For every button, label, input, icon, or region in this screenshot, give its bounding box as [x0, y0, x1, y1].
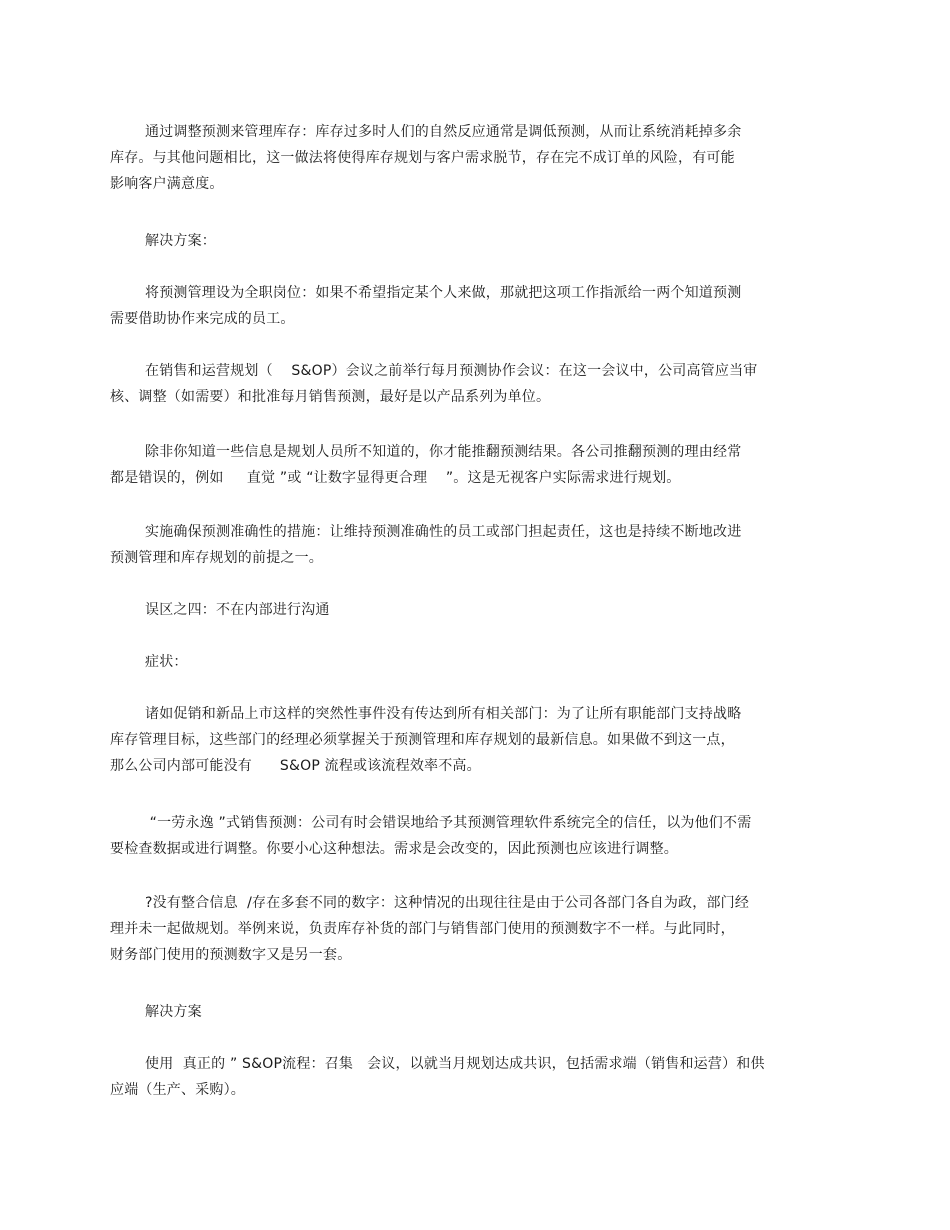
text-line: 在销售和运营规划（ S&OP）会议之前举行每月预测协作会议：在这一会议中，公司高管应当审: [145, 363, 758, 379]
text-line: 库存管理目标，这些部门的经理必须掌握关于预测管理和库存规划的最新信息。如果做不到这一点，: [110, 732, 735, 748]
text-line: 解决方案: [145, 1004, 202, 1020]
text-line: 那么公司内部可能没有 S&OP 流程或该流程效率不高。: [110, 758, 481, 774]
text-line: 财务部门使用的预测数字又是另一套。: [110, 947, 352, 963]
text-line: 核、调整（如需要）和批准每月销售预测，最好是以产品系列为单位。: [110, 389, 551, 405]
text-line: 使用 真正的 ” S&OP流程：召集 会议，以就当月规划达成共识，包括需求端（销售和运营）和供: [145, 1056, 765, 1072]
text-line: “一劳永逸 ”式销售预测：公司有时会错误地给予其预测管理软件系统完全的信任，以为他们不需: [145, 815, 752, 831]
text-line: 都是错误的，例如 直觉 ”或 “让数字显得更合理 ”。这是无视客户实际需求进行规划。: [110, 470, 681, 486]
text-line: 诸如促销和新品上市这样的突然性事件没有传达到所有相关部门：为了让所有职能部门支持战略: [145, 706, 742, 722]
text-line: 通过调整预测来管理库存：库存过多时人们的自然反应通常是调低预测，从而让系统消耗掉多余: [145, 124, 742, 140]
text-line: 实施确保预测准确性的措施：让维持预测准确性的员工或部门担起责任，这也是持续不断地改进: [145, 524, 742, 540]
text-line: 症状：: [145, 654, 188, 670]
text-line: 除非你知道一些信息是规划人员所不知道的，你才能推翻预测结果。各公司推翻预测的理由经常: [145, 444, 742, 460]
text-line: 库存。与其他问题相比，这一做法将使得库存规划与客户需求脱节，存在完不成订单的风险，有可能: [110, 150, 735, 166]
text-line: 要检查数据或进行调整。你要小心这种想法。需求是会改变的，因此预测也应该进行调整。: [110, 841, 678, 857]
text-line: 应端（生产、采购）。: [110, 1082, 245, 1098]
text-line: 需要借助协作来完成的员工。: [110, 311, 295, 327]
text-line: 将预测管理设为全职岗位：如果不希望指定某个人来做，那就把这项工作指派给一两个知道预测: [145, 285, 742, 301]
text-line: 预测管理和库存规划的前提之一。: [110, 550, 323, 566]
text-line: 解决方案：: [145, 233, 216, 249]
text-line: 误区之四：不在内部进行沟通: [145, 602, 330, 618]
text-line: ?没有整合信息 /存在多套不同的数字：这种情况的出现往往是由于公司各部门各自为政，部门经: [145, 895, 750, 911]
text-line: 影响客户满意度。: [110, 176, 224, 192]
text-line: 理并未一起做规划。举例来说，负责库存补货的部门与销售部门使用的预测数字不一样。与此同时，: [110, 921, 735, 937]
